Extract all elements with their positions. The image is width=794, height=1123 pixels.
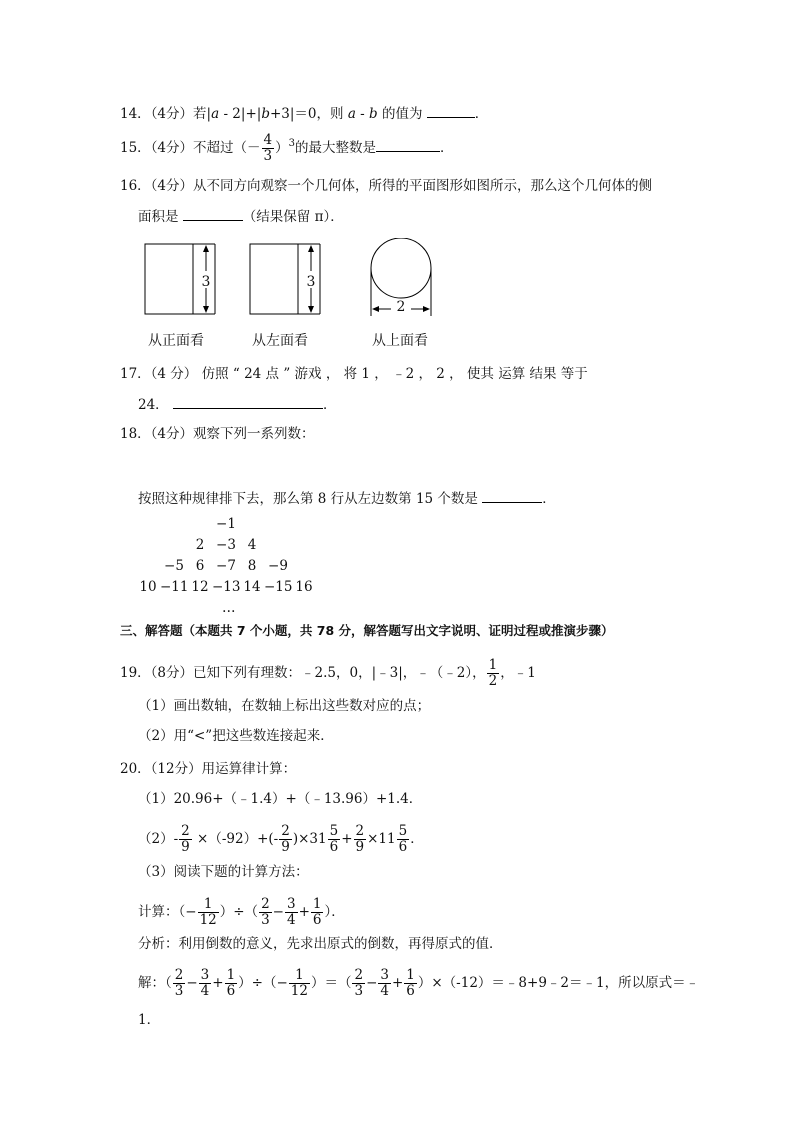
q20-solution-end: 1． — [138, 1012, 161, 1028]
fraction: $\frac{2}{3}$ — [174, 967, 184, 999]
fraction: $\frac{3}{4}$ — [200, 967, 210, 999]
answer-blank[interactable] — [427, 103, 475, 118]
triangle-number: −13 — [212, 579, 241, 595]
triangle-number: −9 — [268, 558, 288, 574]
fraction: $\frac{2}{9}$ — [181, 823, 190, 855]
triangle-number: −5 — [164, 558, 184, 574]
fraction: $\frac{2}{9}$ — [355, 823, 365, 855]
triangle-number: 8 — [247, 558, 257, 574]
fraction: $\frac{3}{4}$ — [380, 967, 389, 999]
triangle-number: −11 — [160, 579, 189, 595]
fraction: $\frac{5}{6}$ — [398, 823, 408, 855]
q16-line1: 16．（4分）从不同方向观察一个几何体，所得的平面图形如图所示，那么这个几何体的侧 — [120, 178, 653, 194]
arrowhead-down — [203, 306, 209, 313]
q15: 15．（4分）不超过（－ $\frac{4}{3}$ ）$^3$的最大整数是 ． — [120, 132, 454, 164]
arrowhead-right — [423, 306, 430, 312]
q20-analysis: 分析：利用倒数的意义，先求出原式的倒数，再得原式的值． — [138, 936, 503, 952]
top-view-label: 从上面看 — [372, 333, 428, 349]
fraction: $\frac{2}{3}$ — [354, 967, 364, 999]
triangle-number: 12 — [191, 579, 209, 595]
top-view-circle — [371, 238, 431, 298]
q18-line1: 18．（4分）观察下列一系列数： — [120, 426, 315, 442]
q20-part2: （2）- $\frac{2}{9}$ ×（-92）+(- $\frac{2}{9}$ )×31 $\frac{5}{6}$ + $\frac{2}{9}$ ×11 $\frac{5}{6}$ ． — [138, 823, 424, 855]
triangle-number: 6 — [195, 558, 205, 574]
q17-line2: 24． ． — [138, 394, 336, 415]
fraction: $\frac{1}{12}$ — [290, 967, 308, 999]
arrowhead-up — [203, 245, 209, 252]
triangle-number: −3 — [216, 537, 236, 553]
fraction: $\frac{1}{12}$ — [199, 896, 217, 928]
fraction: $\frac{3}{4}$ — [286, 896, 296, 928]
q19-part1: （1）画出数轴，在数轴上标出这些数对应的点； — [138, 698, 431, 714]
fraction: $\frac{1}{2}$ — [488, 657, 498, 689]
fraction: $\frac{1}{6}$ — [406, 967, 415, 999]
q18-line2: 按照这种规律排下去，那么第 8 行从左边数第 15 个数是 ． — [138, 488, 556, 509]
arrowhead-down — [308, 306, 314, 313]
fraction: $\frac{1}{6}$ — [312, 896, 322, 928]
q20-line1: 20．（12分）用运算律计算： — [120, 761, 297, 777]
q20-calc: 计算：（− $\frac{1}{12}$ ）÷（ $\frac{2}{3}$ − $\frac{3}{4}$ + $\frac{1}{6}$ ）． — [138, 896, 345, 928]
triangle-number: 16 — [295, 579, 313, 595]
triangle-number: −7 — [216, 558, 236, 574]
q14: 14．（4分）若|a - 2|+|b+3|＝0，则 a - b 的值为 ． — [120, 103, 488, 124]
left-view-dimension: 3 — [306, 274, 316, 290]
q20-part1: （1）20.96+（﹣1.4）+（﹣13.96）+1.4． — [138, 791, 423, 807]
triangle-number: 10 — [139, 579, 157, 595]
fraction: $\frac{1}{6}$ — [226, 967, 236, 999]
answer-blank[interactable] — [173, 394, 323, 409]
triangle-number: −1 — [216, 516, 236, 532]
triangle-number: 14 — [243, 579, 261, 595]
triangle-number: 4 — [247, 537, 257, 553]
q20-solution: 解：（ $\frac{2}{3}$ − $\frac{3}{4}$ + $\frac{1}{6}$ ）÷（− $\frac{1}{12}$ ）＝（ $\frac{2}{3}$ − $\frac{3}{4}$ + $\frac{1}{6}$ ）×（-12）＝﹣8+9﹣2＝﹣1，所以原式＝﹣ — [138, 967, 700, 999]
fraction: $\frac{5}{6}$ — [329, 823, 339, 855]
fraction: $\frac{2}{9}$ — [281, 823, 290, 855]
fraction: $\frac{2}{3}$ — [261, 896, 270, 928]
q16-line2: 面积是 （结果保留 π）． — [138, 206, 344, 227]
arrowhead-up — [308, 245, 314, 252]
section-3-heading: 三、解答题（本题共 7 个小题，共 78 分，解答题写出文字说明、证明过程或推演步骤） — [120, 623, 614, 638]
front-view-dimension: 3 — [201, 274, 211, 290]
q19-part2: （2）用“<”把这些数连接起来． — [138, 728, 334, 744]
left-view-label: 从左面看 — [252, 333, 308, 349]
top-view-dimension: 2 — [396, 299, 406, 315]
triangle-number: 2 — [195, 537, 205, 553]
answer-blank[interactable] — [183, 206, 243, 221]
answer-blank[interactable] — [482, 488, 542, 503]
arrowhead-left — [372, 306, 379, 312]
answer-blank[interactable] — [376, 137, 440, 152]
front-view-label: 从正面看 — [148, 333, 204, 349]
left-view-rect — [250, 244, 298, 314]
q19-line1: 19．（8分）已知下列有理数：﹣2.5，0，|﹣3|，﹣（﹣2）， $\frac{1}{2}$ ，﹣1 — [120, 657, 536, 689]
triangle-number: −15 — [264, 579, 293, 595]
q20-part3: （3）阅读下题的计算方法： — [138, 864, 309, 880]
q17-line1: 17．（4 分） 仿照 “ 24 点 ” 游戏 ， 将 1 ， ﹣2 ， 2 ， 使其 运算 结果 等于 — [120, 366, 588, 382]
fraction: $\frac{4}{3}$ — [263, 132, 273, 164]
triangle-continuation-dots: … — [222, 600, 236, 616]
front-view-rect — [145, 244, 193, 314]
